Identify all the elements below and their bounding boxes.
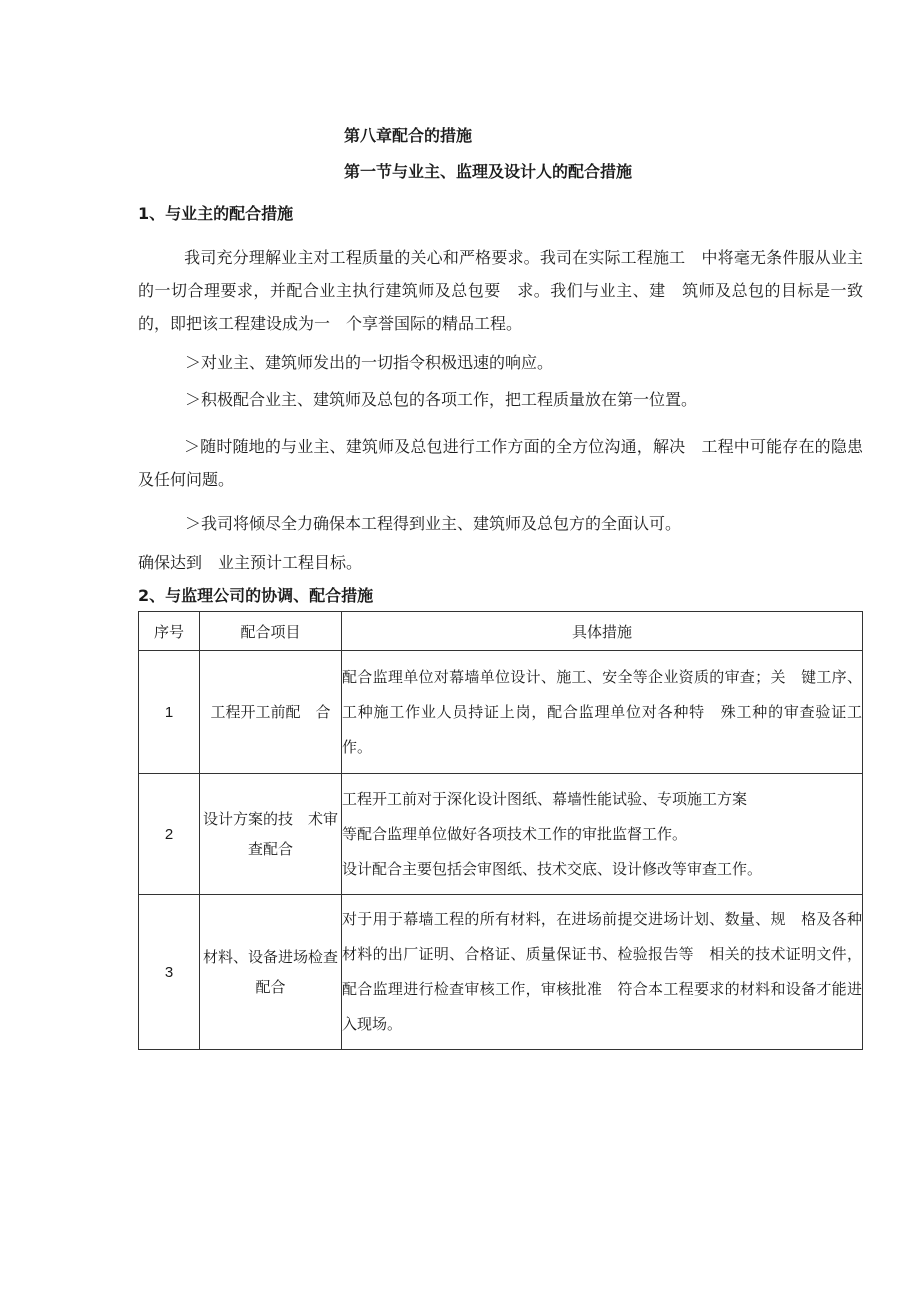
row-item: 设计方案的技 术审查配合 [200,774,342,895]
row-number: 3 [139,895,200,1050]
row-item: 材料、设备进场检查配合 [200,895,342,1050]
bullet-cooperate-work: ＞积极配合业主、建筑师及总包的各项工作，把工程质量放在第一位置。 [185,390,698,409]
row-detail-line: 工程开工前对于深化设计图纸、幕墙性能试验、专项施工方案 [342,789,748,808]
row-detail [342,774,863,895]
bullet-communication-text: ＞随时随地的与业主、建筑师及总包进行工作方面的全方位沟通，解决 工程中可能存在的隐患及任何问题。 [138,437,863,489]
row-number: 1 [139,651,200,774]
coordination-measures-table [138,611,863,1050]
row-detail: 配合监理单位对幕墙单位设计、施工、安全等企业资质的审查；关 键工序、工种施工作业人员持证上岗，配合监理单位对各种特 殊工种的审查验证工作。 [342,651,863,774]
table-row [139,651,863,774]
row-detail-line: 等配合监理单位做好各项技术工作的审批监督工作。 [342,824,688,843]
closing-line: 确保达到 业主预计工程目标。 [138,553,363,572]
bullet-respond-instructions: ＞对业主、建筑师发出的一切指令积极迅速的响应。 [185,353,554,372]
table-row [139,895,863,1050]
bullet-full-approval: ＞我司将倾尽全力确保本工程得到业主、建筑师及总包方的全面认可。 [185,514,682,533]
row-item: 工程开工前配 合 [200,651,342,774]
bullet-communication [138,430,863,496]
header-serial-no: 序号 [139,612,200,651]
owner-coordination-paragraph [138,241,863,340]
section-title: 第一节与业主、监理及设计人的配合措施 [344,162,633,181]
row-detail-line: 设计配合主要包括会审图纸、技术交底、设计修改等审查工作。 [342,859,763,878]
table-header-row [139,612,863,651]
header-coordination-item: 配合项目 [200,612,342,651]
header-specific-measures: 具体措施 [342,612,863,651]
row-detail: 对于用于幕墙工程的所有材料，在进场前提交进场计划、数量、规 格及各种材料的出厂证明、合格证、质量保证书、检验报告等 相关的技术证明文件，配合监理进行检查审核工作，审核批准 符合本工程要求的材料和设备才能进入现场。 [342,895,863,1050]
chapter-title: 第八章配合的措施 [344,126,473,145]
row-number: 2 [139,774,200,895]
owner-coordination-paragraph-text: 我司充分理解业主对工程质量的关心和严格要求。我司在实际工程施工 中将毫无条件服从业主的一切合理要求，并配合业主执行建筑师及总包要 求。我们与业主、建 筑师及总包的目标是一致的，即把该工程建设成为一 个享誉国际的精品工程。 [138,248,863,333]
heading-owner-coordination: 1、与业主的配合措施 [138,204,294,223]
table-row [139,774,863,895]
heading-supervisor-coordination: 2、与监理公司的协调、配合措施 [138,586,374,605]
